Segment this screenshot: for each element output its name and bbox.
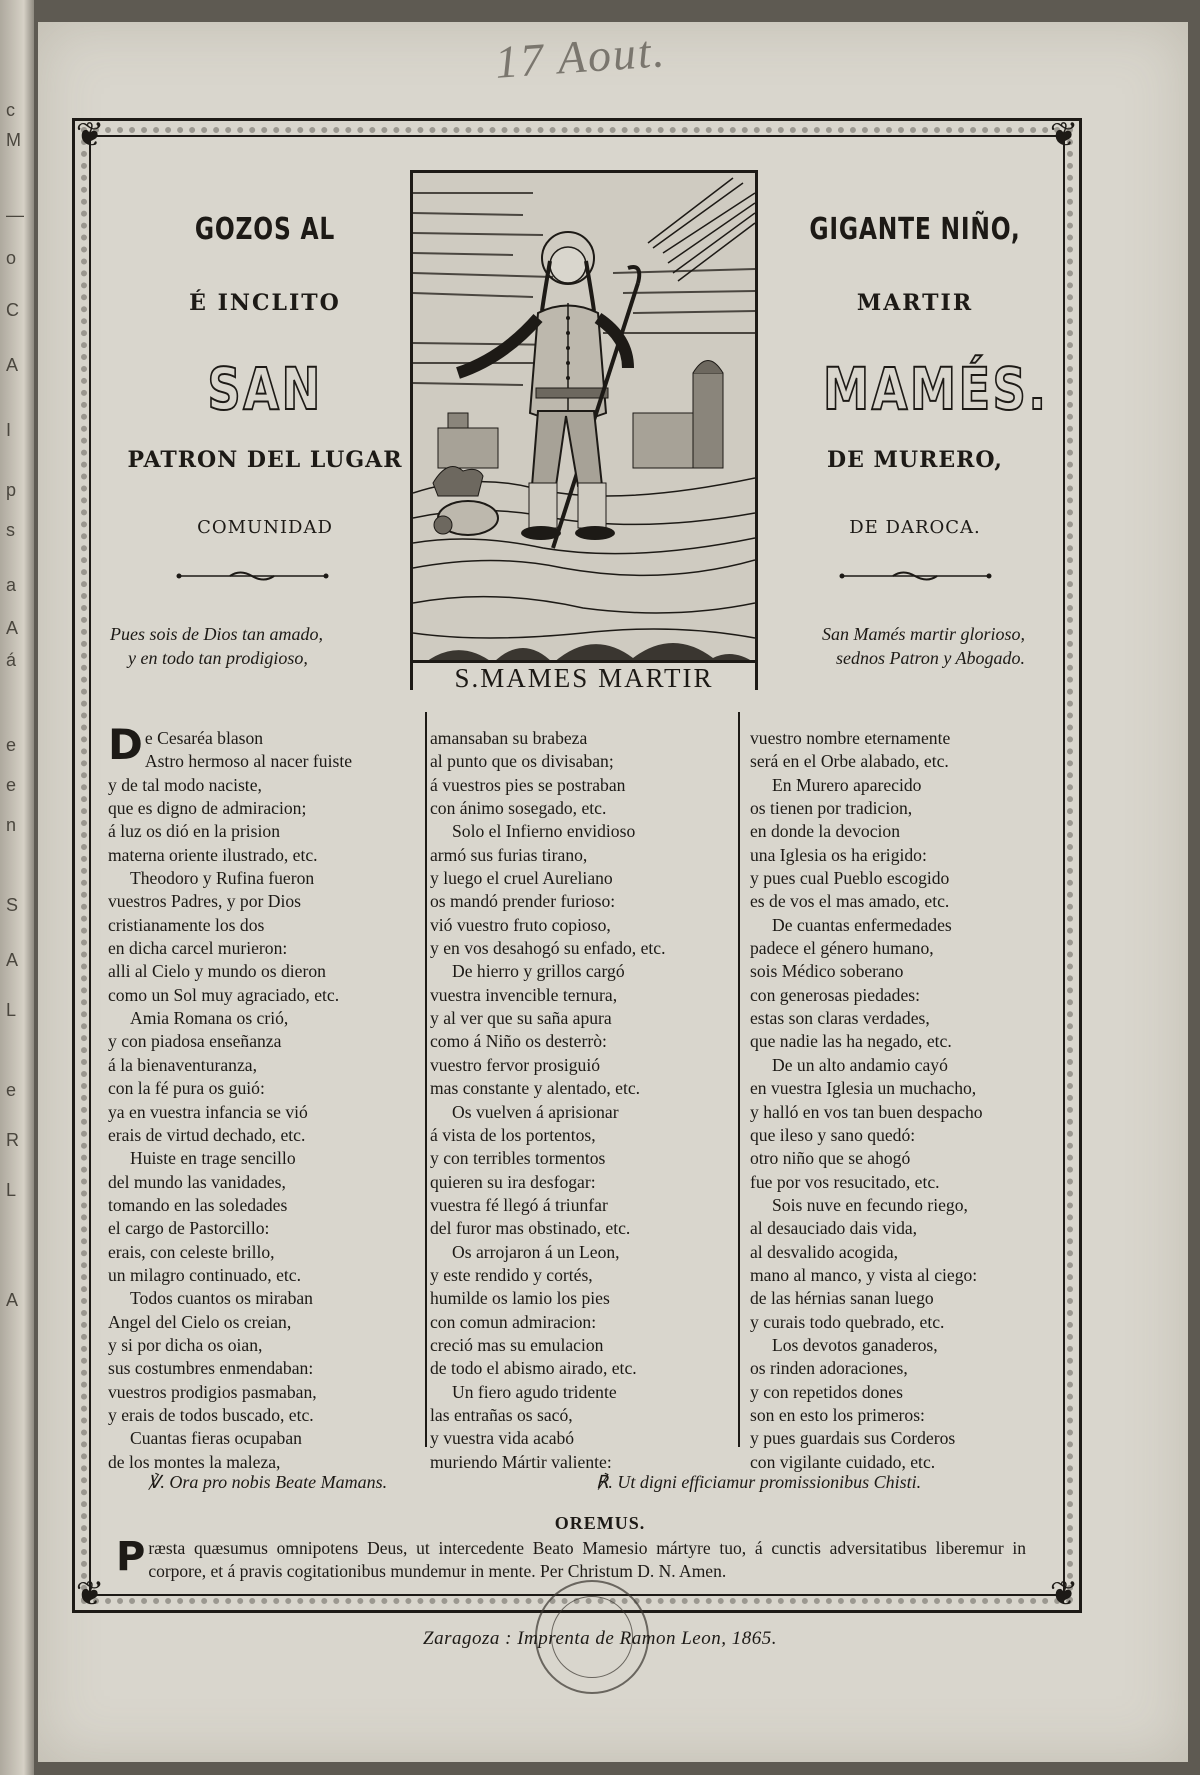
adjacent-page-text: A <box>6 950 19 970</box>
verse-line: con vigilante cuidado, etc. <box>750 1451 936 1472</box>
adjacent-page-text: S <box>6 895 19 915</box>
verse-line: Un fiero agudo tridente <box>452 1381 617 1402</box>
adjacent-page-text: e <box>6 775 17 795</box>
heading-right-line4: DE MURERO, <box>827 447 1003 473</box>
verse-line: y pues guardais sus Corderos <box>750 1428 956 1449</box>
corner-flourish-icon: ❦ <box>75 117 105 154</box>
verse-line: armó sus furias tirano, <box>430 844 588 865</box>
heading-left-line1: GOZOS AL <box>194 212 336 247</box>
verse-line: en donde la devocion <box>750 821 900 842</box>
adjacent-page-text: I <box>6 420 12 440</box>
verse-line: muriendo Mártir valiente: <box>430 1451 612 1472</box>
verse-line: una Iglesia os ha erigido: <box>750 844 927 865</box>
verse-line: e Cesaréa blason <box>144 728 264 748</box>
heading-right-line5: DE DAROCA. <box>849 517 981 538</box>
imprint: Zaragoza : Imprenta de Ramon Leon, 1865. <box>423 1628 777 1649</box>
verse-line: Cuantas fieras ocupaban <box>130 1428 302 1449</box>
verse-line: vuestro nombre eternamente <box>750 728 951 748</box>
verse-line: al desvalido acogida, <box>750 1241 899 1262</box>
verse-line: al desauciado dais vida, <box>750 1218 918 1239</box>
verse-line: Los devotos ganaderos, <box>772 1334 938 1355</box>
verse-line: De un alto andamio cayó <box>772 1054 948 1075</box>
verse-line: y al ver que su saña apura <box>430 1008 612 1029</box>
adjacent-page-text: n <box>6 815 17 835</box>
woodcut-illustration <box>410 170 758 690</box>
verse-line: vuestra invencible ternura, <box>430 984 618 1005</box>
verse-line: os tienen por tradicion, <box>750 798 913 819</box>
verse-line: y con repetidos dones <box>750 1381 903 1402</box>
adjacent-page-text: e <box>6 735 17 755</box>
verse-line: Huiste en trage sencillo <box>130 1148 296 1169</box>
verse-line: y este rendido y cortés, <box>430 1264 593 1285</box>
verse-line: estas son claras verdades, <box>750 1008 930 1029</box>
verse-line: De hierro y grillos cargó <box>452 961 625 982</box>
dropcap: P <box>116 1534 146 1580</box>
verse-line: y de tal modo naciste, <box>108 774 262 795</box>
handwritten-note: 17 Aout. <box>493 25 668 88</box>
verse-line: Astro hermoso al nacer fuiste <box>144 751 353 772</box>
verse-line: y halló en vos tan buen despacho <box>750 1101 983 1122</box>
stanza-column-2 <box>430 727 666 1474</box>
refrain-left-line: y en todo tan prodigioso, <box>128 648 308 668</box>
verse-line: vuestro fervor prosiguió <box>430 1054 601 1075</box>
verse-line: de las hérnias sanan luego <box>750 1288 934 1309</box>
verse-line: tomando en las soledades <box>108 1194 288 1215</box>
verse-line: Angel del Cielo os creian, <box>108 1311 292 1332</box>
verse-line: que nadie las ha negado, etc. <box>750 1031 952 1052</box>
heading-left-line5: COMUNIDAD <box>197 517 333 538</box>
verse-line: en vuestra Iglesia un muchacho, <box>750 1078 977 1099</box>
heading-left-line4: PATRON DEL LUGAR <box>127 447 403 473</box>
verse-line: son en esto los primeros: <box>750 1404 925 1425</box>
verse-line: sois Médico soberano <box>750 961 904 982</box>
adjacent-page-text: A <box>6 1290 19 1310</box>
corner-flourish-icon: ❦ <box>1049 117 1079 154</box>
verse-line: Os vuelven á aprisionar <box>452 1101 619 1122</box>
verse-line: vuestros Padres, y por Dios <box>108 891 302 912</box>
verse-line: mas constante y alentado, etc. <box>430 1078 641 1099</box>
stanza-column-3 <box>750 727 983 1474</box>
oremus-title: OREMUS. <box>554 1513 646 1533</box>
verse-line: Theodoro y Rufina fueron <box>130 868 315 889</box>
verse-line: padece el género humano, <box>750 938 934 959</box>
verse-line: Os arrojaron á un Leon, <box>452 1241 620 1262</box>
verse-line: De cuantas enfermedades <box>772 914 952 935</box>
oremus-text: ræsta quæsumus omnipotens Deus, ut intercedente Beato Mamesio mártyre tuo, á cunctis adversitatibus liberemur in corpore, et á pravis cogitationibus mundemur in mente. Per Christum D. N. Amen. <box>148 1538 1026 1581</box>
verse-line: como á Niño os desterrò: <box>430 1031 607 1052</box>
adjacent-page-text: a <box>6 575 17 595</box>
verse-line: y con piadosa enseñanza <box>108 1031 282 1052</box>
oremus-prayer <box>116 1534 1026 1583</box>
adjacent-page-text: A <box>6 355 19 375</box>
verse-line: á luz os dió en la prision <box>108 821 280 842</box>
verse-line: creció mas su emulacion <box>430 1334 604 1355</box>
adjacent-page-text: e <box>6 1080 17 1100</box>
verse-line: vió vuestro fruto copioso, <box>430 914 611 935</box>
verse-line: con ánimo sosegado, etc. <box>430 798 607 819</box>
verse-line: y en vos desahogó su enfado, etc. <box>430 938 666 959</box>
verse-line: vuestros prodigios pasmaban, <box>108 1381 317 1402</box>
adjacent-page-text: L <box>6 1000 17 1020</box>
column-rule <box>738 712 740 1447</box>
adjacent-page-text: o <box>6 248 17 268</box>
heading-rule-left <box>175 569 330 583</box>
verse-line: sus costumbres enmendaban: <box>108 1358 314 1379</box>
verse-line: amansaban su brabeza <box>430 728 588 748</box>
verse-line: que ileso y sano quedó: <box>750 1124 916 1145</box>
verse-line: del mundo las vanidades, <box>108 1171 286 1192</box>
verse-line: os mandó prender furioso: <box>430 891 616 912</box>
verse-line: cristianamente los dos <box>108 914 265 935</box>
verse-line: es de vos el mas amado, etc. <box>750 891 950 912</box>
dropcap: D <box>108 720 143 769</box>
corner-flourish-icon: ❦ <box>1049 1576 1079 1613</box>
verse-line: y vuestra vida acabó <box>430 1428 575 1449</box>
verse-line: un milagro continuado, etc. <box>108 1264 301 1285</box>
verse-line: y erais de todos buscado, etc. <box>108 1404 314 1425</box>
stanza-column-1 <box>108 720 353 1474</box>
verse-line: con la fé pura os guió: <box>108 1078 265 1099</box>
verse-line: será en el Orbe alabado, etc. <box>750 751 949 772</box>
verse-line: os rinden adoraciones, <box>750 1358 908 1379</box>
verse-line: ya en vuestra infancia se vió <box>108 1101 308 1122</box>
verse-line: quieren su ira desfogar: <box>430 1171 596 1192</box>
verse-line: mano al manco, y vista al ciego: <box>750 1264 978 1285</box>
heading-right-line2: MARTIR <box>856 290 974 316</box>
verse-line: en dicha carcel murieron: <box>108 938 288 959</box>
verse-line: Todos cuantos os miraban <box>130 1288 313 1309</box>
adjacent-page-edge <box>0 0 34 1775</box>
verse-line: alli al Cielo y mundo os dieron <box>108 961 326 982</box>
heading-right-line3: MAMÉS. <box>823 355 1049 423</box>
verse-line: Sois nuve en fecundo riego, <box>772 1194 968 1215</box>
verse-line: á vuestros pies se postraban <box>430 774 626 795</box>
verse-line: de los montes la maleza, <box>108 1451 281 1472</box>
adjacent-page-text: c <box>6 100 15 120</box>
adjacent-page-text: R <box>6 1130 19 1150</box>
verse-line: erais de virtud dechado, etc. <box>108 1124 306 1145</box>
heading-right-line1: GIGANTE NIÑO, <box>809 212 1021 247</box>
verse-line: y luego el cruel Aureliano <box>430 868 613 889</box>
verse-line: erais, con celeste brillo, <box>108 1241 275 1262</box>
heading-left-line3: SAN <box>207 355 323 423</box>
verse-line: con comun admiracion: <box>430 1311 597 1332</box>
verse-line: las entrañas os sacó, <box>430 1404 573 1425</box>
verse-line: á la bienaventuranza, <box>108 1054 257 1075</box>
woodcut-caption: S.MAMES MARTIR <box>413 660 755 693</box>
adjacent-page-text: p <box>6 480 17 500</box>
verse-line: como un Sol muy agraciado, etc. <box>108 984 340 1005</box>
verse-line: con generosas piedades: <box>750 984 921 1005</box>
verse-line: al punto que os divisaban; <box>430 751 614 772</box>
adjacent-page-text: M <box>6 130 21 150</box>
verse-line: y pues cual Pueblo escogido <box>750 868 950 889</box>
adjacent-page-text: s <box>6 520 15 540</box>
refrain-right <box>780 622 1025 670</box>
refrain-right-line: San Mamés martir glorioso, <box>821 624 1025 644</box>
refrain-left <box>110 622 323 670</box>
heading-left-line2: É INCLITO <box>189 290 341 316</box>
heading-rule-right <box>838 569 993 583</box>
column-rule <box>425 712 427 1447</box>
verse-line: de todo el abismo airado, etc. <box>430 1358 637 1379</box>
verse-line: otro niño que se ahogó <box>750 1148 911 1169</box>
adjacent-page-text: L <box>6 1180 17 1200</box>
verse-line: á vista de los portentos, <box>430 1124 596 1145</box>
verse-line: humilde os lamio los pies <box>430 1288 610 1309</box>
verse-line: En Murero aparecido <box>772 774 922 795</box>
adjacent-page-text: C <box>6 300 19 320</box>
verse-line: y si por dicha os oian, <box>108 1334 263 1355</box>
verse-line: fue por vos resucitado, etc. <box>750 1171 940 1192</box>
corner-flourish-icon: ❦ <box>75 1576 105 1613</box>
versicle: ℣. Ora pro nobis Beate Mamans. <box>148 1472 388 1492</box>
verse-line: vuestra fé llegó á triunfar <box>430 1194 608 1215</box>
saint-mames-woodcut <box>413 173 755 687</box>
verse-line: del furor mas obstinado, etc. <box>430 1218 631 1239</box>
adjacent-page-text: — <box>6 205 24 225</box>
adjacent-page-text: á <box>6 650 17 670</box>
verse-line: el cargo de Pastorcillo: <box>108 1218 270 1239</box>
verse-line: que es digno de admiracion; <box>108 798 307 819</box>
verse-line: y con terribles tormentos <box>430 1148 606 1169</box>
verse-line: Solo el Infierno envidioso <box>452 821 636 842</box>
adjacent-page-text: A <box>6 618 19 638</box>
refrain-right-line: sednos Patron y Abogado. <box>836 648 1025 668</box>
verse-line: y curais todo quebrado, etc. <box>750 1311 945 1332</box>
verse-line: materna oriente ilustrado, etc. <box>108 844 318 865</box>
verse-line: Amia Romana os crió, <box>130 1008 289 1029</box>
response: ℟. Ut digni efficiamur promissionibus Chisti. <box>596 1472 922 1492</box>
refrain-left-line: Pues sois de Dios tan amado, <box>110 624 323 644</box>
